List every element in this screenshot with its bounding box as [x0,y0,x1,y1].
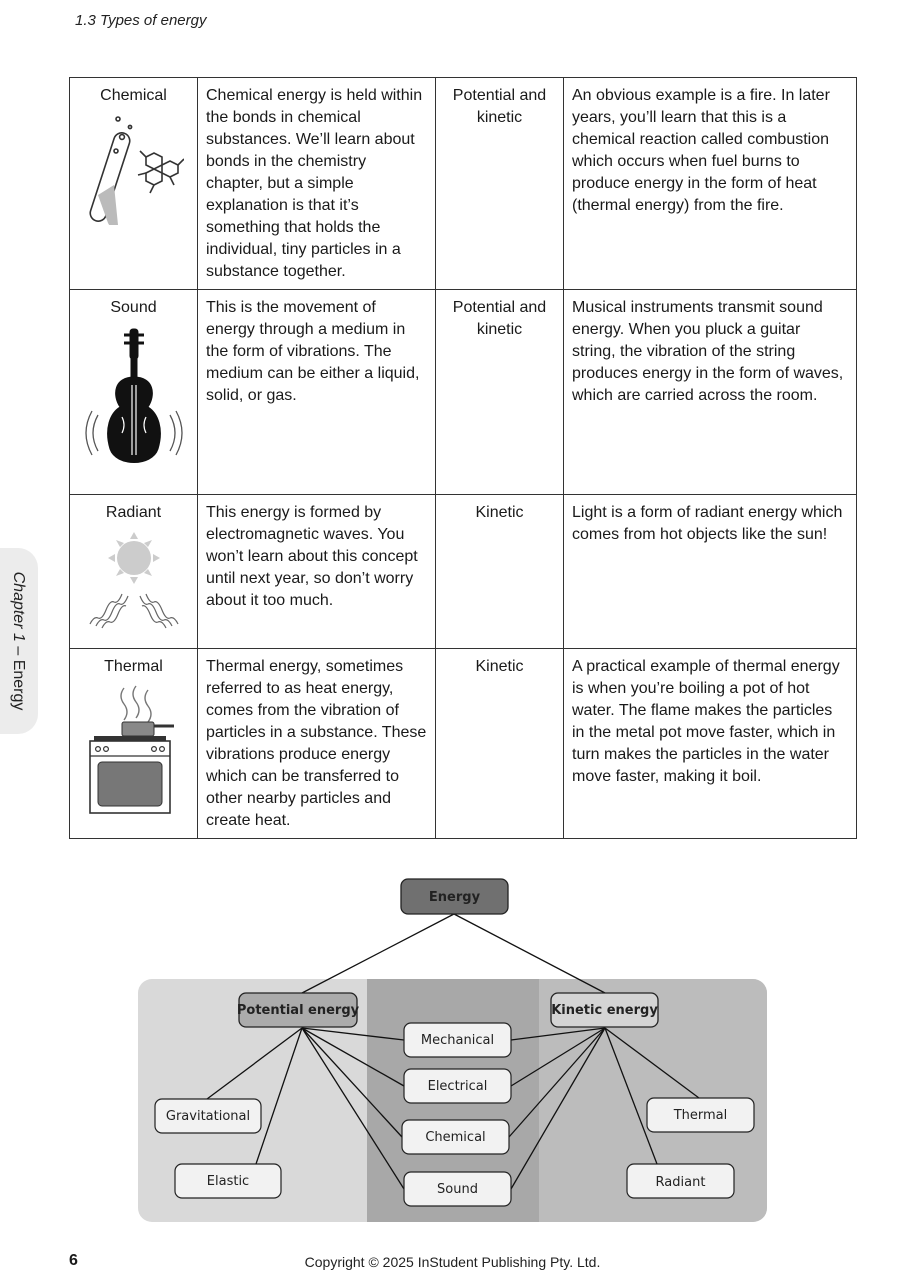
mechanical-node [404,1023,511,1057]
gravitational-node [155,1099,261,1133]
energy-classification-diagram [0,870,905,1230]
example-cell: Light is a form of radiant energy which comes from hot objects like the sun! [564,495,857,649]
gravitational-label: Gravitational [165,1109,251,1124]
description-cell: Thermal energy, sometimes referred to as heat energy, comes from the vibration of particles in a substance. These vibrations produce energy which can be transferred to other nearby particles and create heat. [198,649,436,839]
running-head: 1.3 Types of energy [75,12,207,29]
form-cell: Kinetic [436,649,564,839]
kinetic-energy-label: Kinetic energy [551,1003,658,1018]
test-tube-molecule-icon [84,113,184,225]
type-cell [70,78,198,290]
example-cell: Musical instruments transmit sound energy. When you pluck a guitar string, the vibration of the string produces energy in the form of waves, which are carried across the room. [564,290,857,495]
sound-node [404,1172,511,1206]
chemical-label: Chemical [425,1130,486,1145]
table-row-radiant [70,495,857,649]
radiant-label: Radiant [655,1175,706,1190]
form-cell: Potential and kinetic [436,290,564,495]
example-cell: A practical example of thermal energy is when you’re boiling a pot of hot water. The flame makes the particles in the metal pot move faster, which in turn makes the particles in the water move faster, making it boil. [564,649,857,839]
type-name: Chemical [100,87,167,104]
page-number: 6 [69,1252,78,1269]
form-cell: Kinetic [436,495,564,649]
example-cell: An obvious example is a fire. In later years, you’ll learn that this is a chemical reaction called combustion which occurs when fuel burns to produce energy in the form of heat (thermal energy) from the fire. [564,78,857,290]
energy-root-label: Energy [428,890,481,905]
energy-root-node [401,879,508,914]
chapter-topic: Energy [10,659,27,711]
description-cell: This is the movement of energy through a medium in the form of vibrations. The medium can be either a liquid, solid, or gas. [198,290,436,495]
table-row-thermal [70,649,857,839]
violin-icon [84,325,184,475]
potential-energy-label: Potential energy [236,1003,360,1018]
thermal-label: Thermal [673,1108,728,1123]
chapter-dash: – [10,646,27,656]
table-row-chemical [70,78,857,290]
type-name: Radiant [105,504,162,521]
type-cell [70,495,198,649]
type-name: Sound [110,299,157,316]
type-cell [70,649,198,839]
copyright-notice: Copyright © 2025 InStudent Publishing Pty. Ltd. [304,1254,601,1270]
table-row-sound [70,290,857,495]
electrical-label: Electrical [427,1079,488,1094]
sound-label: Sound [437,1182,478,1197]
thermal-node [647,1098,754,1132]
type-cell [70,290,198,495]
description-cell: Chemical energy is held within the bonds in chemical substances. We’ll learn about bonds in the chemistry chapter, but a simple explanation is that it’s something that holds the individual, tiny particles in a substance together. [198,78,436,290]
form-cell: Potential and kinetic [436,78,564,290]
elastic-node [175,1164,281,1198]
stove-icon [84,684,184,814]
elastic-label: Elastic [206,1174,250,1189]
electrical-node [404,1069,511,1103]
description-cell: This energy is formed by electromagnetic waves. You won’t learn about this concept until next year, so don’t worry about it too much. [198,495,436,649]
potential-energy-node [237,993,360,1027]
chapter-label: Chapter 1 [10,571,27,642]
radiant-node [627,1164,734,1198]
sun-icon [84,530,184,630]
mechanical-label: Mechanical [420,1033,495,1048]
chemical-node [402,1120,509,1154]
energy-types-table [69,77,857,839]
type-name: Thermal [104,658,163,675]
chapter-side-tab-label [9,572,27,711]
kinetic-energy-node [551,993,658,1027]
